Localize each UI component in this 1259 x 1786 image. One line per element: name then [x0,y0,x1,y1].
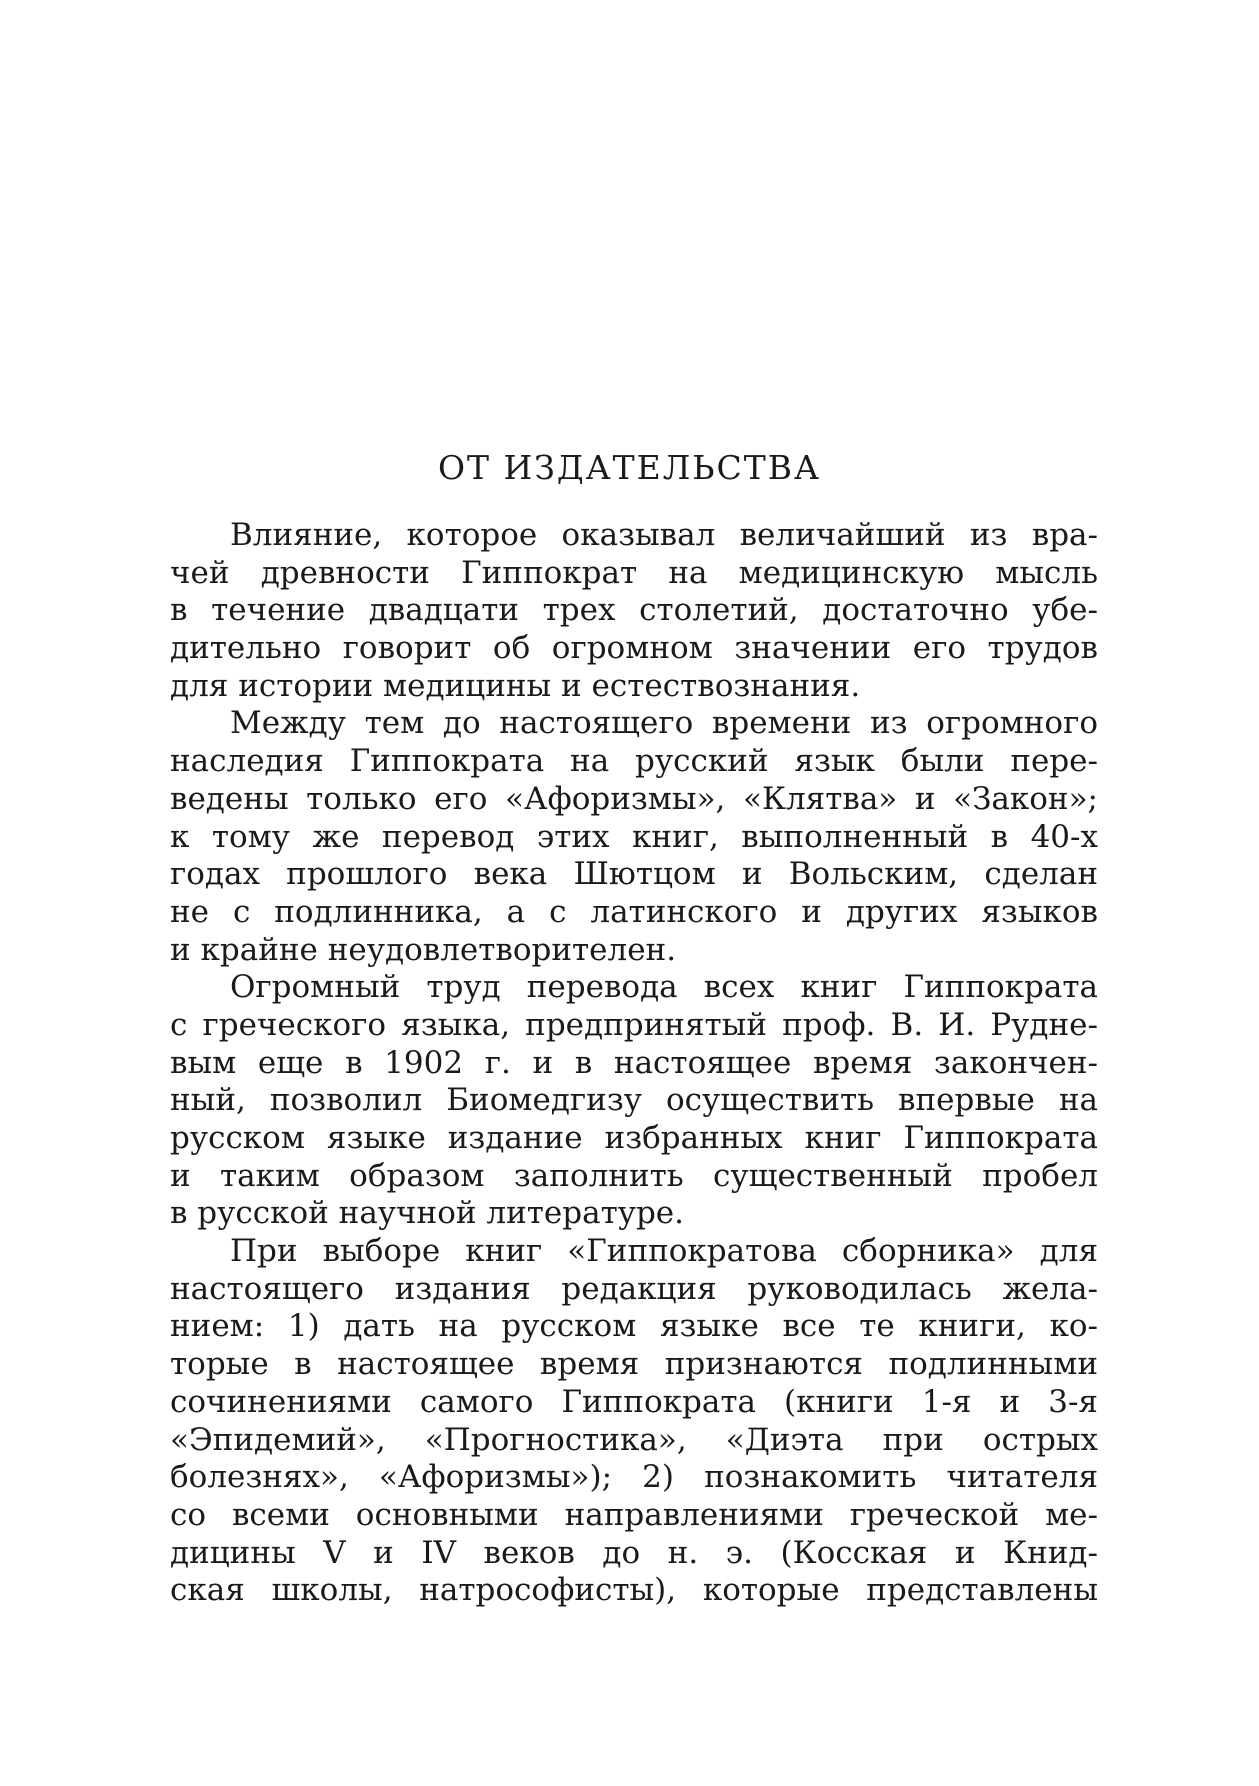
text-line: нием: 1) дать на русском языке все те книги, ко- [170,1308,1098,1345]
text-line: настоящего издания редакция руководилась жела- [170,1270,1098,1307]
text-line: годах прошлого века Шютцом и Вольским, сделан [170,856,1098,893]
text-line: торые в настоящее время признаются подлинными [170,1346,1098,1383]
text-line: с греческого языка, предпринятый проф. В. И. Рудне- [170,1006,1098,1043]
text-line: Влияние, которое оказывал величайший из вра- [230,517,1098,553]
text-line: для истории медицины и естествознания. [170,667,861,704]
text-line: в течение двадцати трех столетий, достаточно убе- [170,592,1098,629]
text-line: Между тем до настоящего времени из огромного [230,705,1098,742]
text-line: дицины V и IV веков до н. э. (Косская и Книд- [170,1534,1098,1571]
text-line: не с подлинника, а с латинского и других языков [170,893,1098,930]
text-line: и крайне неудовлетворителен. [170,931,677,968]
body-text [170,517,1098,1610]
page-heading: ОТ ИЗДАТЕЛЬСТВА [437,448,822,487]
text-line: ская школы, натрософисты), которые представлены [170,1572,1098,1609]
text-line: Огромный труд перевода всех книг Гиппократа [230,969,1098,1006]
text-line: вым еще в 1902 г. и в настоящее время закончен- [170,1044,1098,1081]
text-line: чей древности Гиппократ на медицинскую мысль [170,554,1098,591]
text-line: наследия Гиппократа на русский язык были пере- [170,743,1098,780]
text-line: к тому же перевод этих книг, выполненный в 40-х [170,818,1098,855]
text-line: дительно говорит об огромном значении его трудов [170,630,1098,667]
text-line: со всеми основными направлениями греческой ме- [170,1496,1098,1533]
text-line: русском языке издание избранных книг Гиппократа [170,1120,1098,1156]
text-line: в русской научной литературе. [170,1195,684,1232]
text-line: ный, позволил Биомедгизу осуществить впервые на [170,1082,1098,1119]
text-line: При выборе книг «Гиппократова сборника» для [230,1233,1098,1270]
text-line: ведены только его «Афоризмы», «Клятва» и «Закон»; [170,780,1098,817]
text-line: и таким образом заполнить существенный пробел [170,1157,1098,1194]
text-line: сочинениями самого Гиппократа (книги 1-я и 3-я [170,1383,1098,1420]
text-line: «Эпидемий», «Прогностика», «Диэта при острых [170,1421,1098,1458]
text-line: болезнях», «Афоризмы»); 2) познакомить читателя [170,1459,1098,1496]
